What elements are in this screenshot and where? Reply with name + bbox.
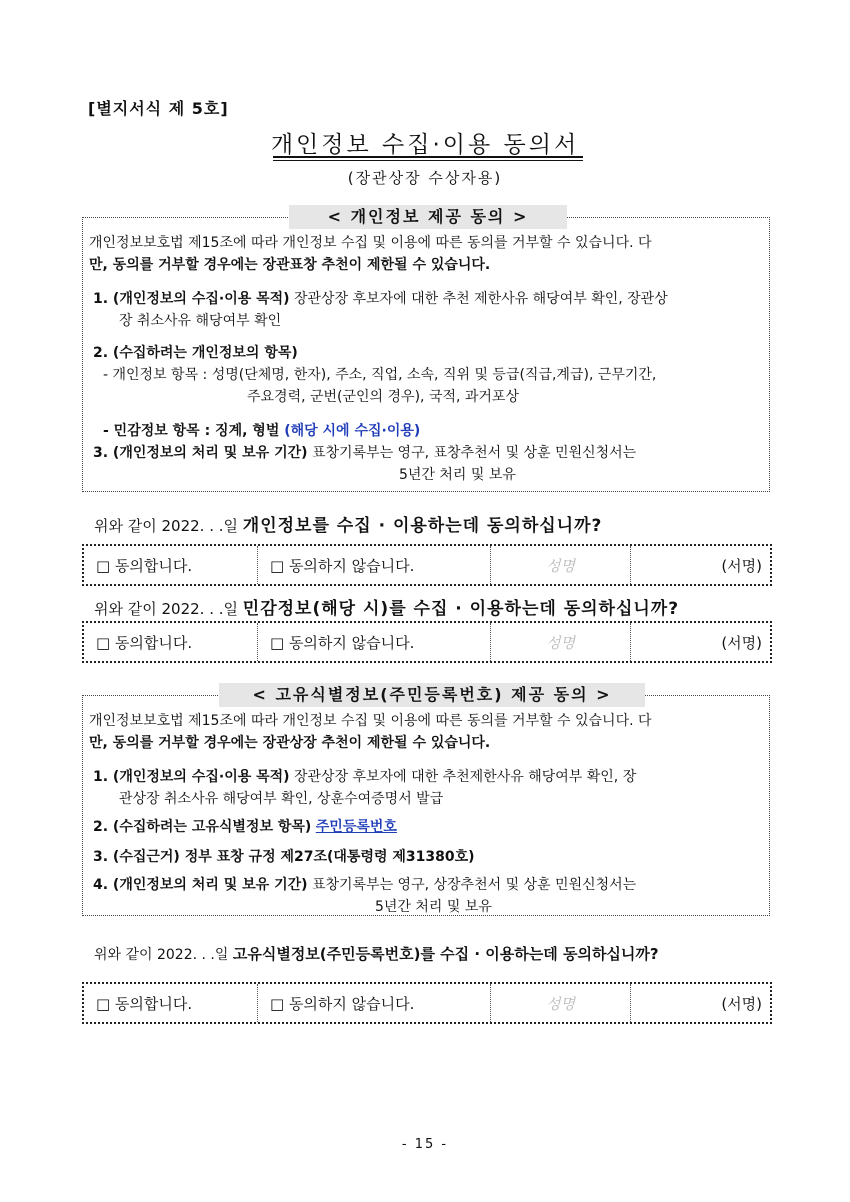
- list-item: 2. (수집하려는 개인정보의 항목) - 개인정보 항목 : 성명(단체명, 한자), 주소, 직업, 소속, 직위 및 등급(직급,계급), 근무기간, 주요경력, 군번(군인의 경우), 국적, 과거포상: [93, 345, 657, 405]
- list-item: 4. (개인정보의 처리 및 보유 기간) 표창기록부는 영구, 상장추천서 및 상훈 민원신청서는 5년간 처리 및 보유: [93, 877, 637, 915]
- name-field[interactable]: 성명: [491, 623, 631, 661]
- intro-text: 개인정보보호법 제15조에 따라 개인정보 수집 및 이용에 따른 동의를 거부할 수 있습니다. 다 만, 동의를 거부할 경우에는 장관상장 추천이 제한될 수 있습니다.: [89, 713, 652, 751]
- list-item: 3. (수집근거) 정부 표창 규정 제27조(대통령령 제31380호): [93, 849, 475, 865]
- signature-field[interactable]: (서명): [721, 994, 762, 1013]
- disagree-checkbox[interactable]: □ 동의하지 않습니다.: [258, 984, 491, 1022]
- page-title: 개인정보 수집·이용 동의서: [270, 132, 580, 158]
- section-heading: < 개인정보 제공 동의 >: [289, 205, 567, 229]
- signature-row: [82, 544, 772, 586]
- signature-row: [82, 621, 772, 663]
- list-item: 1. (개인정보의 수집·이용 목적) 장관상장 후보자에 대한 추천제한사유 해당여부 확인, 장 관상장 취소사유 해당여부 확인, 상훈수여증명서 발급: [93, 769, 637, 807]
- section-heading: < 고유식별정보(주민등록번호) 제공 동의 >: [219, 683, 645, 707]
- list-item: 2. (수집하려는 고유식별정보 항목) 주민등록번호: [93, 819, 397, 835]
- agree-checkbox[interactable]: □ 동의합니다.: [84, 984, 258, 1022]
- name-field[interactable]: 성명: [491, 984, 631, 1022]
- signature-field[interactable]: (서명): [721, 556, 762, 575]
- form-number: [별지서식 제 5호]: [88, 99, 229, 118]
- agree-checkbox[interactable]: □ 동의합니다.: [84, 546, 258, 584]
- signature-row: [82, 982, 772, 1024]
- agree-checkbox[interactable]: □ 동의합니다.: [84, 623, 258, 661]
- page-subtitle: (장관상장 수상자용): [347, 169, 503, 187]
- title-underline-thin: [273, 160, 583, 161]
- consent-question-sensitive: 위와 같이 2022. . .일 민감정보(해당 시)를 수집 · 이용하는데 동의하십니까?: [94, 599, 680, 619]
- name-field[interactable]: 성명: [491, 546, 631, 584]
- intro-text: 개인정보보호법 제15조에 따라 개인정보 수집 및 이용에 따른 동의를 거부할 수 있습니다. 다 만, 동의를 거부할 경우에는 장관표창 추천이 제한될 수 있습니다.: [89, 235, 652, 273]
- disagree-checkbox[interactable]: □ 동의하지 않습니다.: [258, 546, 491, 584]
- disagree-checkbox[interactable]: □ 동의하지 않습니다.: [258, 623, 491, 661]
- list-item: 1. (개인정보의 수집·이용 목적) 장관상장 후보자에 대한 추천 제한사유 해당여부 확인, 장관상 장 취소사유 해당여부 확인: [93, 291, 668, 329]
- consent-question-unique-id: 위와 같이 2022. . .일 고유식별정보(주민등록번호)를 수집 · 이용하는데 동의하십니까?: [94, 945, 659, 963]
- signature-field[interactable]: (서명): [721, 633, 762, 652]
- consent-question-personal: 위와 같이 2022. . .일 개인정보를 수집 · 이용하는데 동의하십니까?: [94, 516, 603, 536]
- title-underline: [273, 156, 583, 158]
- unique-id-consent-box: [82, 685, 770, 916]
- page-number: - 15 -: [401, 1137, 449, 1152]
- list-item: - 민감정보 항목 : 징계, 형벌 (해당 시에 수집·이용) 3. (개인정보의 처리 및 보유 기간) 표창기록부는 영구, 표창추천서 및 상훈 민원신청서는 5년간 처리 및 보유: [93, 423, 637, 483]
- personal-info-consent-box: [82, 207, 770, 492]
